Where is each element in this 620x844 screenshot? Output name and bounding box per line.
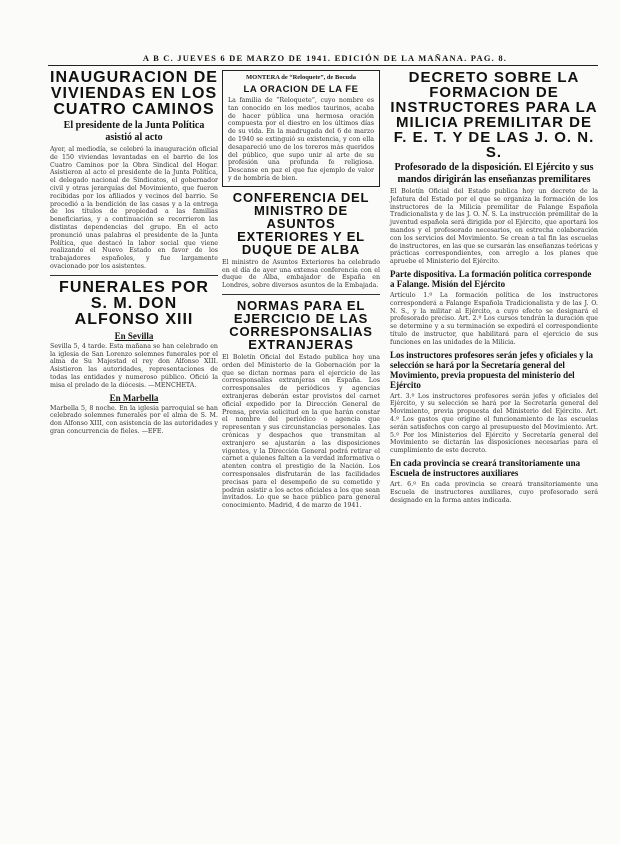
box-kicker: MONTERA de “Reloquete”, de Bocuda bbox=[246, 74, 356, 81]
separator bbox=[222, 294, 380, 295]
article-body-decreto-4: Art. 6.º En cada provincia se creará transitoriamente una Escuela de instructores auxiliares, cuyo profesorado será designado en la forma antes indicada. bbox=[390, 480, 598, 504]
headline-oracion: LA ORACION DE LA FE bbox=[243, 84, 359, 95]
headline-decreto: DECRETO SOBRE LA FORMACION DE INSTRUCTORES PARA LA MILICIA PREMILITAR DE F. E. T. Y DE LAS J. O. N. S. bbox=[390, 69, 598, 161]
headline-conferencia: CONFERENCIA DEL MINISTRO DE ASUNTOS EXTERIORES Y EL DUQUE DE ALBA bbox=[232, 189, 370, 257]
subhead-marbella: En Marbella bbox=[109, 392, 159, 403]
headline-funerales: FUNERALES POR S. M. DON ALFONSO XIII bbox=[59, 278, 209, 328]
article-body-decreto-3: Art. 3.º Los instructores profesores serán jefes y oficiales del Ejército, y su selección se hará por la Secretaría general del Movimiento, previa propuesta del Ministerio del Ejército. Art. 4.º Los gastos que origine el funcionamiento de las escuelas serán satisfechos con cargo al presupuesto del Movimiento. Art. 5.º Por los Ministerios del Ejército y Secretaría general del Movimiento se dictarán las disposiciones necesarias para el cumplimiento de este decreto. bbox=[390, 392, 598, 455]
lead-formacion-politica: Parte dispositiva. La formación política corresponde a Falange. Misión del Ejército bbox=[390, 268, 592, 289]
column-1 bbox=[50, 70, 218, 436]
article-body-decreto-2: Artículo 1.º La formación política de los instructores corresponderá a Falange Española Tradicionalista y de las J. O. N. S., y la militar al Ejército, a cuyo efecto se designará el profesorado preciso. Art. 2.º Los cursos tendrán la duración que se determine y a su terminación se expedirá el correspondiente título de instructor, que habilitará para el ejercicio de sus funciones en las unidades de la Milicia. bbox=[390, 291, 598, 346]
subhead-sevilla: En Sevilla bbox=[114, 330, 154, 341]
article-body-inauguracion: Ayer, al mediodía, se celebró la inauguración oficial de 150 viviendas levantadas en el barrio de los Cuatro Caminos por la Obra Sindical del Hogar. Asistieron al acto el presidente de la Junta Política, el delegado nacional de Sindicatos, el gobernador civil y otras jerarquías del Movimiento, que fueron recibidas por los afiliados y vecinos del barrio. Se procedió a la bendición de las casas y a la entrega de los títulos de propiedad a las familias beneficiarias, y a continuación se recorrieron las distintas dependencias del grupo. En el acto pronunció unas palabras el presidente de la Junta Política, que destacó la labor social que viene realizando el Nuevo Estado en favor de los trabajadores españoles, y fue largamente ovacionado por los asistentes. bbox=[50, 146, 218, 270]
article-body-normas: El Boletín Oficial del Estado publica hoy una orden del Ministerio de la Gobernación por la que se dictan normas para el ejercicio de las corresponsalías extranjeras en España. Los corresponsales de periódicos y agencias extranjeras deberán estar provistos del carnet oficial expedido por la Dirección General de Prensa, previa solicitud en la que harán constar el nombre del periódico o agencia que representan y sus circunstancias personales. Las crónicas y despachos que transmitan al extranjero se ajustarán a las disposiciones vigentes, y la Dirección General podrá retirar el carnet a quienes falten a la verdad informativa o atenten contra el prestigio de la Nación. Los corresponsales disfrutarán de las facilidades precisas para el desempeño de su cometido y podrán asistir a los actos oficiales a los que sean invitados. Lo que se hace público para general conocimiento. Madrid, 4 de marzo de 1941. bbox=[222, 353, 380, 510]
headline-inauguracion: INAUGURACION DE VIVIENDAS EN LOS CUATRO CAMINOS bbox=[50, 69, 218, 118]
headline-normas: NORMAS PARA EL EJERCICIO DE LAS CORRESPONSALIAS EXTRANJERAS bbox=[229, 297, 373, 352]
column-3 bbox=[390, 70, 598, 504]
deck-inauguracion: El presidente de la Junta Política asistió al acto bbox=[63, 120, 205, 143]
deck-decreto: Profesorado de la disposición. El Ejército y sus mandos dirigirán las enseñanzas premilitares bbox=[394, 162, 594, 185]
article-body-conferencia: El ministro de Asuntos Exteriores ha celebrado en el día de ayer una extensa conferencia con el duque de Alba, embajador de España en Londres, sobre diversos asuntos de la Embajada. bbox=[222, 258, 380, 290]
separator bbox=[50, 275, 218, 276]
article-body-sevilla: Sevilla 5, 4 tarde. Esta mañana se han celebrado en la iglesia de San Lorenzo solemnes funerales por el alma de Su Majestad el rey don Alfonso XIII. Asistieron las autoridades, representaciones de todas las entidades y numeroso público. Ofició la misa el prelado de la diócesis. —MENCHETA. bbox=[50, 342, 218, 389]
article-body-oracion: La familia de “Reloquete”, cuyo nombre es tan conocido en los medios taurinos, acaba de hacer pública una hermosa oración compuesta por el diestro en los últimos días de su vida. En la madrugada del 6 de marzo de 1940 se extinguió su existencia, y con ella desapareció uno de los toreros más queridos del público, que supo unir al arte de su profesión una profunda fe religiosa. Descanse en paz el que fue ejemplo de valor y de hombría de bien. bbox=[228, 97, 374, 182]
lead-instructores-profesores: Los instructores profesores serán jefes y oficiales y la selección se hará por la Secretaría general del Movimiento, previa propuesta del ministerio del Ejército bbox=[390, 349, 593, 390]
lead-escuela-provincia: En cada provincia se creará transitoriamente una Escuela de instructores auxiliares bbox=[390, 457, 581, 478]
header-rule bbox=[48, 65, 598, 66]
column-2 bbox=[222, 70, 380, 510]
article-body-decreto-1: El Boletín Oficial del Estado publica hoy un decreto de la Jefatura del Estado por el que se organiza la formación de los instructores de la Milicia premilitar de Falange Española Tradicionalista y de las J. O. N. S. La instrucción premilitar de la juventud española será dirigida por el Ejército, que aportará los mandos y el profesorado necesarios, en estrecha colaboración con los servicios del Movimiento. Se crean a tal fin las escuelas de instructores, en las que se cursarán las enseñanzas teóricas y prácticas correspondientes, con arreglo a los planes que apruebe el Ministerio del Ejército. bbox=[390, 188, 598, 266]
article-body-marbella: Marbella 5, 8 noche. En la iglesia parroquial se han celebrado solemnes funerales por el alma de S. M. don Alfonso XIII, con asistencia de las autoridades y gran concurrencia de fieles. —EFE. bbox=[50, 404, 218, 435]
running-head: A B C. JUEVES 6 DE MARZO DE 1941. EDICIÓN DE LA MAÑANA. PAG. 8. bbox=[142, 53, 508, 63]
boxed-article bbox=[222, 70, 380, 187]
